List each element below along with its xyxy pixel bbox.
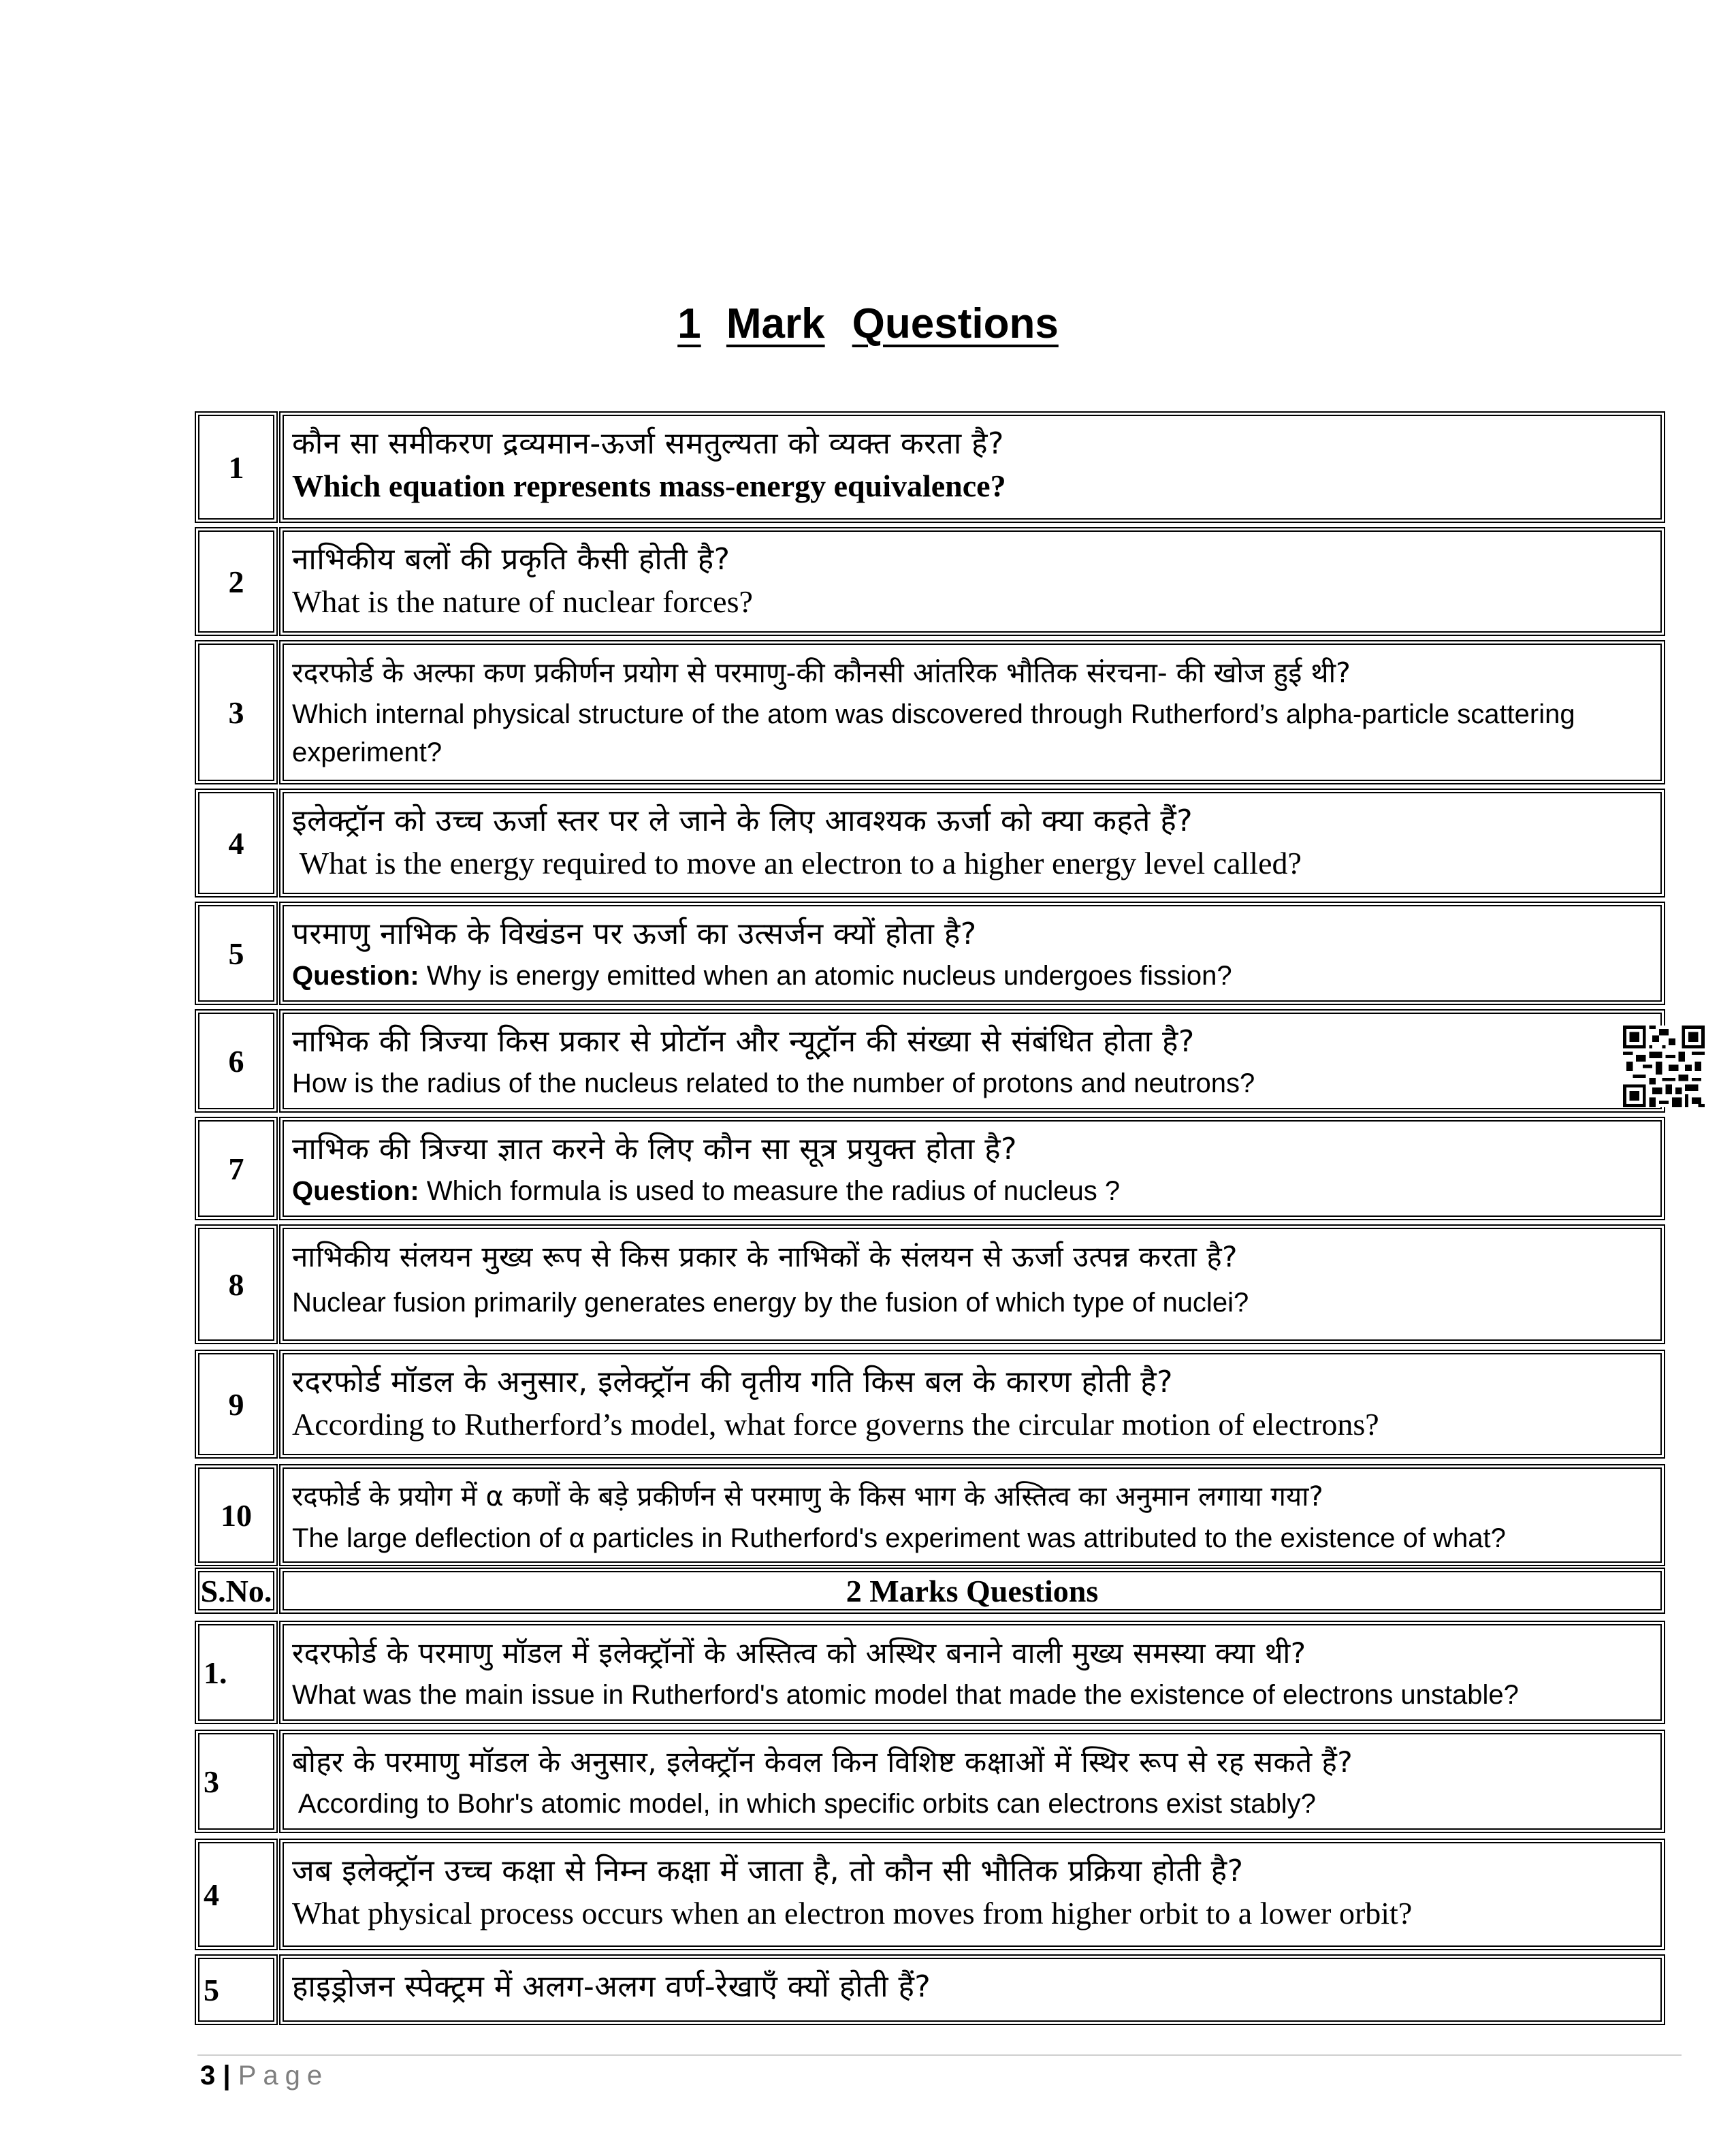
question-cell — [279, 1730, 1665, 1833]
question-cell — [279, 1839, 1665, 1950]
question-english: What physical process occurs when an electron moves from higher orbit to a lower orbit? — [292, 1896, 1413, 1930]
question-hindi: रदरफोर्ड के अल्फा कण प्रकीर्णन प्रयोग से परमाणु-की कौनसी आंतरिक भौतिक संरचना- की खोज हुई थी? — [292, 656, 1351, 689]
section-header-cell — [279, 1568, 1665, 1614]
question-row-7 — [195, 1117, 1665, 1220]
question-row-2 — [195, 527, 1665, 636]
footer-separator: | — [223, 2061, 231, 2091]
question-hindi: परमाणु नाभिक के विखंडन पर ऊर्जा का उत्सर्जन क्यों होता है? — [292, 917, 977, 951]
question-hindi: रदरफोर्ड के परमाणु मॉडल में इलेक्ट्रॉनों के अस्तित्व को अस्थिर बनाने वाली मुख्य समस्या क्या थी? — [292, 1636, 1306, 1670]
question-number: 8 — [195, 1224, 278, 1344]
question-cell — [279, 527, 1665, 636]
question-cell — [279, 1117, 1665, 1220]
page-number: 3 — [200, 2061, 216, 2091]
two-mark-row-1 — [195, 1621, 1665, 1724]
page-title — [0, 300, 1736, 348]
question-number: 1 — [195, 411, 278, 523]
question-number: 7 — [195, 1117, 278, 1220]
question-cell — [279, 1350, 1665, 1459]
question-cell — [279, 1224, 1665, 1344]
footer-divider — [197, 2054, 1682, 2056]
question-number: 4 — [195, 789, 278, 897]
question-english: Nuclear fusion primarily generates energy by the fusion of which type of nuclei? — [292, 1288, 1249, 1318]
question-row-3 — [195, 640, 1665, 784]
question-hindi: नाभिकीय बलों की प्रकृति कैसी होती है? — [292, 542, 730, 577]
question-cell — [279, 1464, 1665, 1566]
question-cell — [279, 789, 1665, 897]
question-cell — [279, 640, 1665, 784]
question-hindi: हाइड्रोजन स्पेक्ट्रम में अलग-अलग वर्ण-रेखाएँ क्यों होती हैं? — [292, 1969, 931, 2004]
question-cell — [279, 1009, 1665, 1113]
question-hindi: नाभिक की त्रिज्या किस प्रकार से प्रोटॉन और न्यूट्रॉन की संख्या से संबंधित होता है? — [292, 1024, 1195, 1059]
question-row-6 — [195, 1009, 1665, 1113]
question-cell — [279, 902, 1665, 1005]
question-number: 6 — [195, 1009, 278, 1113]
section-header-label: 2 Marks Questions — [846, 1573, 1099, 1608]
question-cell — [279, 411, 1665, 523]
question-hindi: रदरफोर्ड मॉडल के अनुसार, इलेक्ट्रॉन की वृतीय गति किस बल के कारण होती है? — [292, 1365, 1173, 1399]
question-hindi: नाभिकीय संलयन मुख्य रूप से किस प्रकार के नाभिकों के संलयन से ऊर्जा उत्पन्न करता है? — [292, 1240, 1238, 1273]
question-number: 9 — [195, 1350, 278, 1459]
question-number: 3 — [195, 640, 278, 784]
question-prefix: Question: — [292, 961, 419, 991]
question-number: 3 — [195, 1730, 278, 1833]
question-hindi: रदफोर्ड के प्रयोग में α कणों के बड़े प्रकीर्णन से परमाणु के किस भाग के अस्तित्व का अनुमान लगाया गया? — [292, 1481, 1323, 1512]
question-english: According to Rutherford’s model, what force governs the circular motion of electrons? — [292, 1407, 1379, 1442]
question-number: 5 — [195, 1954, 278, 2025]
question-english: How is the radius of the nucleus related to the number of protons and neutrons? — [292, 1068, 1255, 1098]
question-english: According to Bohr's atomic model, in which specific orbits can electrons exist stably? — [292, 1789, 1316, 1819]
question-english: What was the main issue in Rutherford's atomic model that made the existence of electrons unstable? — [292, 1680, 1519, 1710]
question-hindi: जब इलेक्ट्रॉन उच्च कक्षा से निम्न कक्षा में जाता है, तो कौन सी भौतिक प्रक्रिया होती है? — [292, 1854, 1244, 1888]
question-english: Which equation represents mass-energy equivalence? — [292, 468, 1006, 503]
question-cell — [279, 1954, 1665, 2025]
question-number: 1. — [195, 1621, 278, 1724]
question-english: Why is energy emitted when an atomic nucleus undergoes fission? — [419, 961, 1232, 991]
two-mark-row-4 — [195, 1954, 1665, 2025]
question-hindi: कौन सा समीकरण द्रव्यमान-ऊर्जा समतुल्यता को व्यक्त करता है? — [292, 426, 1004, 461]
question-cell — [279, 1621, 1665, 1724]
title-word-questions: Questions — [852, 300, 1059, 347]
question-english: Which formula is used to measure the radius of nucleus ? — [419, 1176, 1121, 1206]
question-row-4 — [195, 789, 1665, 897]
question-row-1 — [195, 411, 1665, 523]
question-english: The large deflection of α particles in Rutherford's experiment was attributed to the existence of what? — [292, 1523, 1506, 1553]
qr-code-icon — [1623, 1026, 1705, 1107]
question-number: 2 — [195, 527, 278, 636]
title-number: 1 — [677, 300, 701, 347]
question-hindi: बोहर के परमाणु मॉडल के अनुसार, इलेक्ट्रॉन केवल किन विशिष्ट कक्षाओं में स्थिर रूप से रह सकते हैं? — [292, 1745, 1353, 1779]
question-hindi: नाभिक की त्रिज्या ज्ञात करने के लिए कौन सा सूत्र प्रयुक्त होता है? — [292, 1132, 1017, 1166]
question-row-9 — [195, 1350, 1665, 1459]
question-english: What is the nature of nuclear forces? — [292, 584, 753, 619]
two-mark-row-2 — [195, 1730, 1665, 1833]
question-hindi: इलेक्ट्रॉन को उच्च ऊर्जा स्तर पर ले जाने के लिए आवश्यक ऊर्जा को क्या कहते हैं? — [292, 804, 1193, 838]
question-number: 5 — [195, 902, 278, 1005]
page-footer — [200, 2061, 329, 2091]
question-prefix: Question: — [292, 1176, 419, 1206]
question-row-10 — [195, 1464, 1665, 1566]
two-mark-row-3 — [195, 1839, 1665, 1950]
question-row-8 — [195, 1224, 1665, 1344]
sno-header: S.No. — [195, 1568, 278, 1614]
question-row-5 — [195, 902, 1665, 1005]
title-word-mark: Mark — [726, 300, 825, 347]
question-number: 4 — [195, 1839, 278, 1950]
question-english: What is the energy required to move an electron to a higher energy level called? — [292, 846, 1302, 880]
question-number: 10 — [195, 1464, 278, 1566]
section-header-row — [195, 1568, 1665, 1614]
page-label: Page — [238, 2061, 329, 2091]
question-english: Which internal physical structure of the atom was discovered through Rutherford’s alpha-particle scattering experiment? — [292, 699, 1575, 767]
